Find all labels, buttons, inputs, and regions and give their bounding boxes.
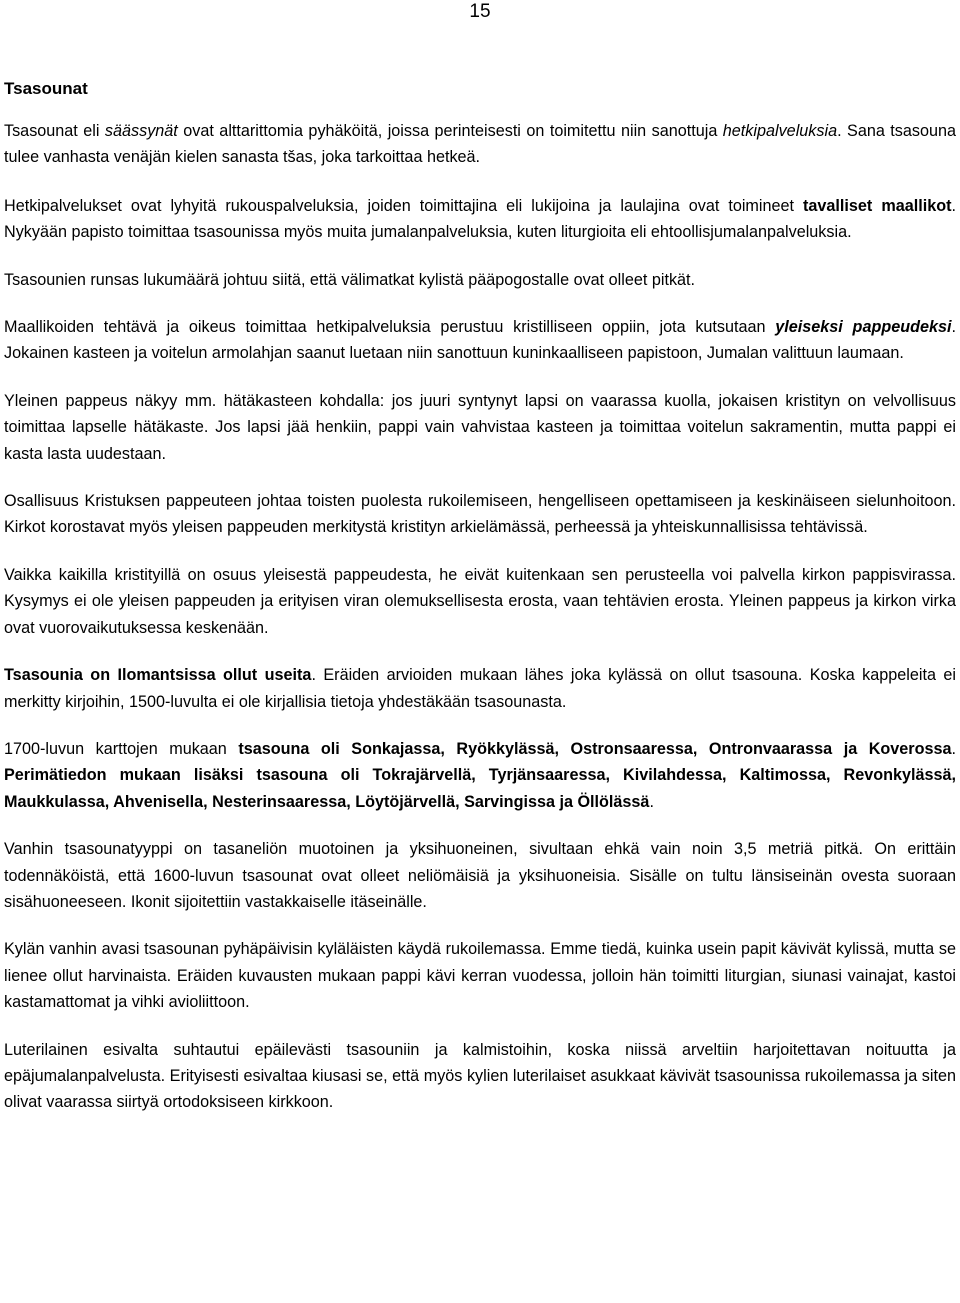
p1-text-e: . Sana tsasouna tulee vanhasta venäjän kielen sanasta tšas, joka tarkoittaa hetkeä. (4, 122, 956, 167)
p8-bold-lead: Tsasounia on Ilomantsissa ollut useita (4, 666, 312, 685)
p9-text-e: . (649, 792, 654, 811)
p4-text-a: Maallikoiden tehtävä ja oikeus toimittaa hetkipalveluksia perustuu kristilliseen oppiin, jota kutsutaan (4, 318, 776, 337)
p4-text-c: . Jokainen kasteen ja voitelun armolahjan saanut luetaan niin sanottuun kuninkaalliseen papistoon, Jumalan valittuun laumaan. (4, 318, 957, 363)
section-heading: Tsasounat (4, 79, 88, 98)
p4-bold-italic-term: yleiseksi pappeudeksi (775, 318, 952, 337)
paragraph-9 (4, 736, 956, 815)
p9-bold-places-2: Perimätiedon mukaan lisäksi tsasouna oli Tokrajärvellä, Tyrjänsaaressa, Kivilahdessa, Kaltimossa, Revonkylässä, Maukkulassa, Ahvenisella, Nesterinsaaressa, Löytöjärvellä, Sarvingissa ja Öllölässä (4, 766, 956, 811)
paragraph-3: Tsasounien runsas lukumäärä johtuu siitä, että välimatkat kylistä pääpogostalle ovat olleet pitkät. (4, 270, 696, 289)
paragraph-6: Osallisuus Kristuksen pappeuteen johtaa toisten puolesta rukoilemiseen, hengelliseen opettamiseen ja keskinäiseen sielunhoitoon. Kirkot korostavat myös yleisen pappeuden merkitystä kristityn arkielämässä, perheessä ja yhteiskunnallisissa tehtävissä. (4, 492, 956, 537)
p2-bold-term: tavalliset maallikot (803, 196, 952, 215)
p1-italic-term-2: hetkipalveluksia (722, 122, 838, 140)
p1-text-c: ovat alttarittomia pyhäköitä, joissa perinteisesti on toimitettu niin sanottuja (177, 122, 723, 140)
p1-italic-term: säässynät (104, 122, 178, 140)
paragraph-10: Vanhin tsasounatyyppi on tasaneliön muotoinen ja yksihuoneinen, sivultaan ehkä vain noin 3,5 metriä pitkä. On erittäin todennäköistä, että 1600-luvun tsasounat ovat olleet neliömäisiä ja yksihuoneisia. Sisälle on tultu länsiseinän ovesta suoraan sisähuoneeseen. Ikonit sijoitettiin vastakkaiselle itäseinälle. (4, 840, 956, 911)
paragraph-11: Kylän vanhin avasi tsasounan pyhäpäivisin kyläläisten käydä rukoilemassa. Emme tiedä, kuinka usein papit kävivät kylissä, mutta se lienee ollut harvinaista. Eräiden kuvausten mukaan pappi kävi kerran vuodessa, jolloin hän toimitti liturgian, siunasi vainajat, kastoi kastamattomat ja vihki avioliittoon. (4, 940, 956, 1012)
paragraph-4 (4, 314, 956, 367)
p9-text-a: 1700-luvun karttojen mukaan (4, 739, 239, 758)
p9-bold-places: tsasouna oli Sonkajassa, Ryökkylässä, Ostronsaaressa, Ontronvaarassa ja Koverossa (238, 739, 952, 758)
p8-text-b: . Eräiden arvioiden mukaan lähes joka kylässä on ollut tsasouna. Koska kappeleita ei merkitty kirjoihin, 1500-luvulta ei ole kirjallisia tietoja yhdestäkään tsasounasta. (4, 666, 957, 711)
p2-text-c: . Nykyään papisto toimittaa tsasounissa myös muita jumalanpalveluksia, kuten liturgioita eli ehtoollisjumalanpalveluksia. (4, 196, 956, 242)
paragraph-8 (4, 662, 956, 715)
p2-text-a: Hetkipalvelukset ovat lyhyitä rukouspalveluksia, joiden toimittajina eli lukijoina ja laulajina ovat toimineet (4, 196, 804, 215)
document-body (4, 76, 956, 1137)
p9-text-c: . (951, 739, 956, 758)
paragraph-12: Luterilainen esivalta suhtautui epäilevästi tsasouniin ja kalmistoihin, koska niissä arveltiin harjoitettavan noituutta ja epäjumalanpalvelusta. Erityisesti esivaltaa kiusasi se, että myös kylien luterilaiset asukkaat kävivät tsasounissa rukoilemassa ja siten olivat vaarassa siirtyä ortodoksiseen kirkkoon. (4, 1040, 956, 1112)
paragraph-2 (4, 193, 956, 246)
p1-text-a: Tsasounat eli (4, 122, 105, 140)
paragraph-7: Vaikka kaikilla kristityillä on osuus yleisestä pappeudesta, he eivät kuitenkaan sen perusteella voi palvella kirkon pappisvirassa. Kysymys ei ole yleisen pappeuden ja erityisen viran olemuksellisesta erosta, vaan tehtävien erosta. Yleinen pappeus ja kirkon virka ovat vuorovaikutuksessa keskenään. (4, 565, 956, 637)
paragraph-1 (4, 118, 956, 171)
paragraph-5: Yleinen pappeus näkyy mm. hätäkasteen kohdalla: jos juuri syntynyt lapsi on vaarassa kuolla, jokaisen kristityn on velvollisuus toimittaa lapselle hätäkaste. Jos lapsi jää henkiin, pappi vain vahvistaa kasteen ja toimittaa voitelun sakramentin, mutta pappi ei kasta lasta uudestaan. (4, 391, 956, 463)
page-number: 15 (469, 1, 491, 22)
